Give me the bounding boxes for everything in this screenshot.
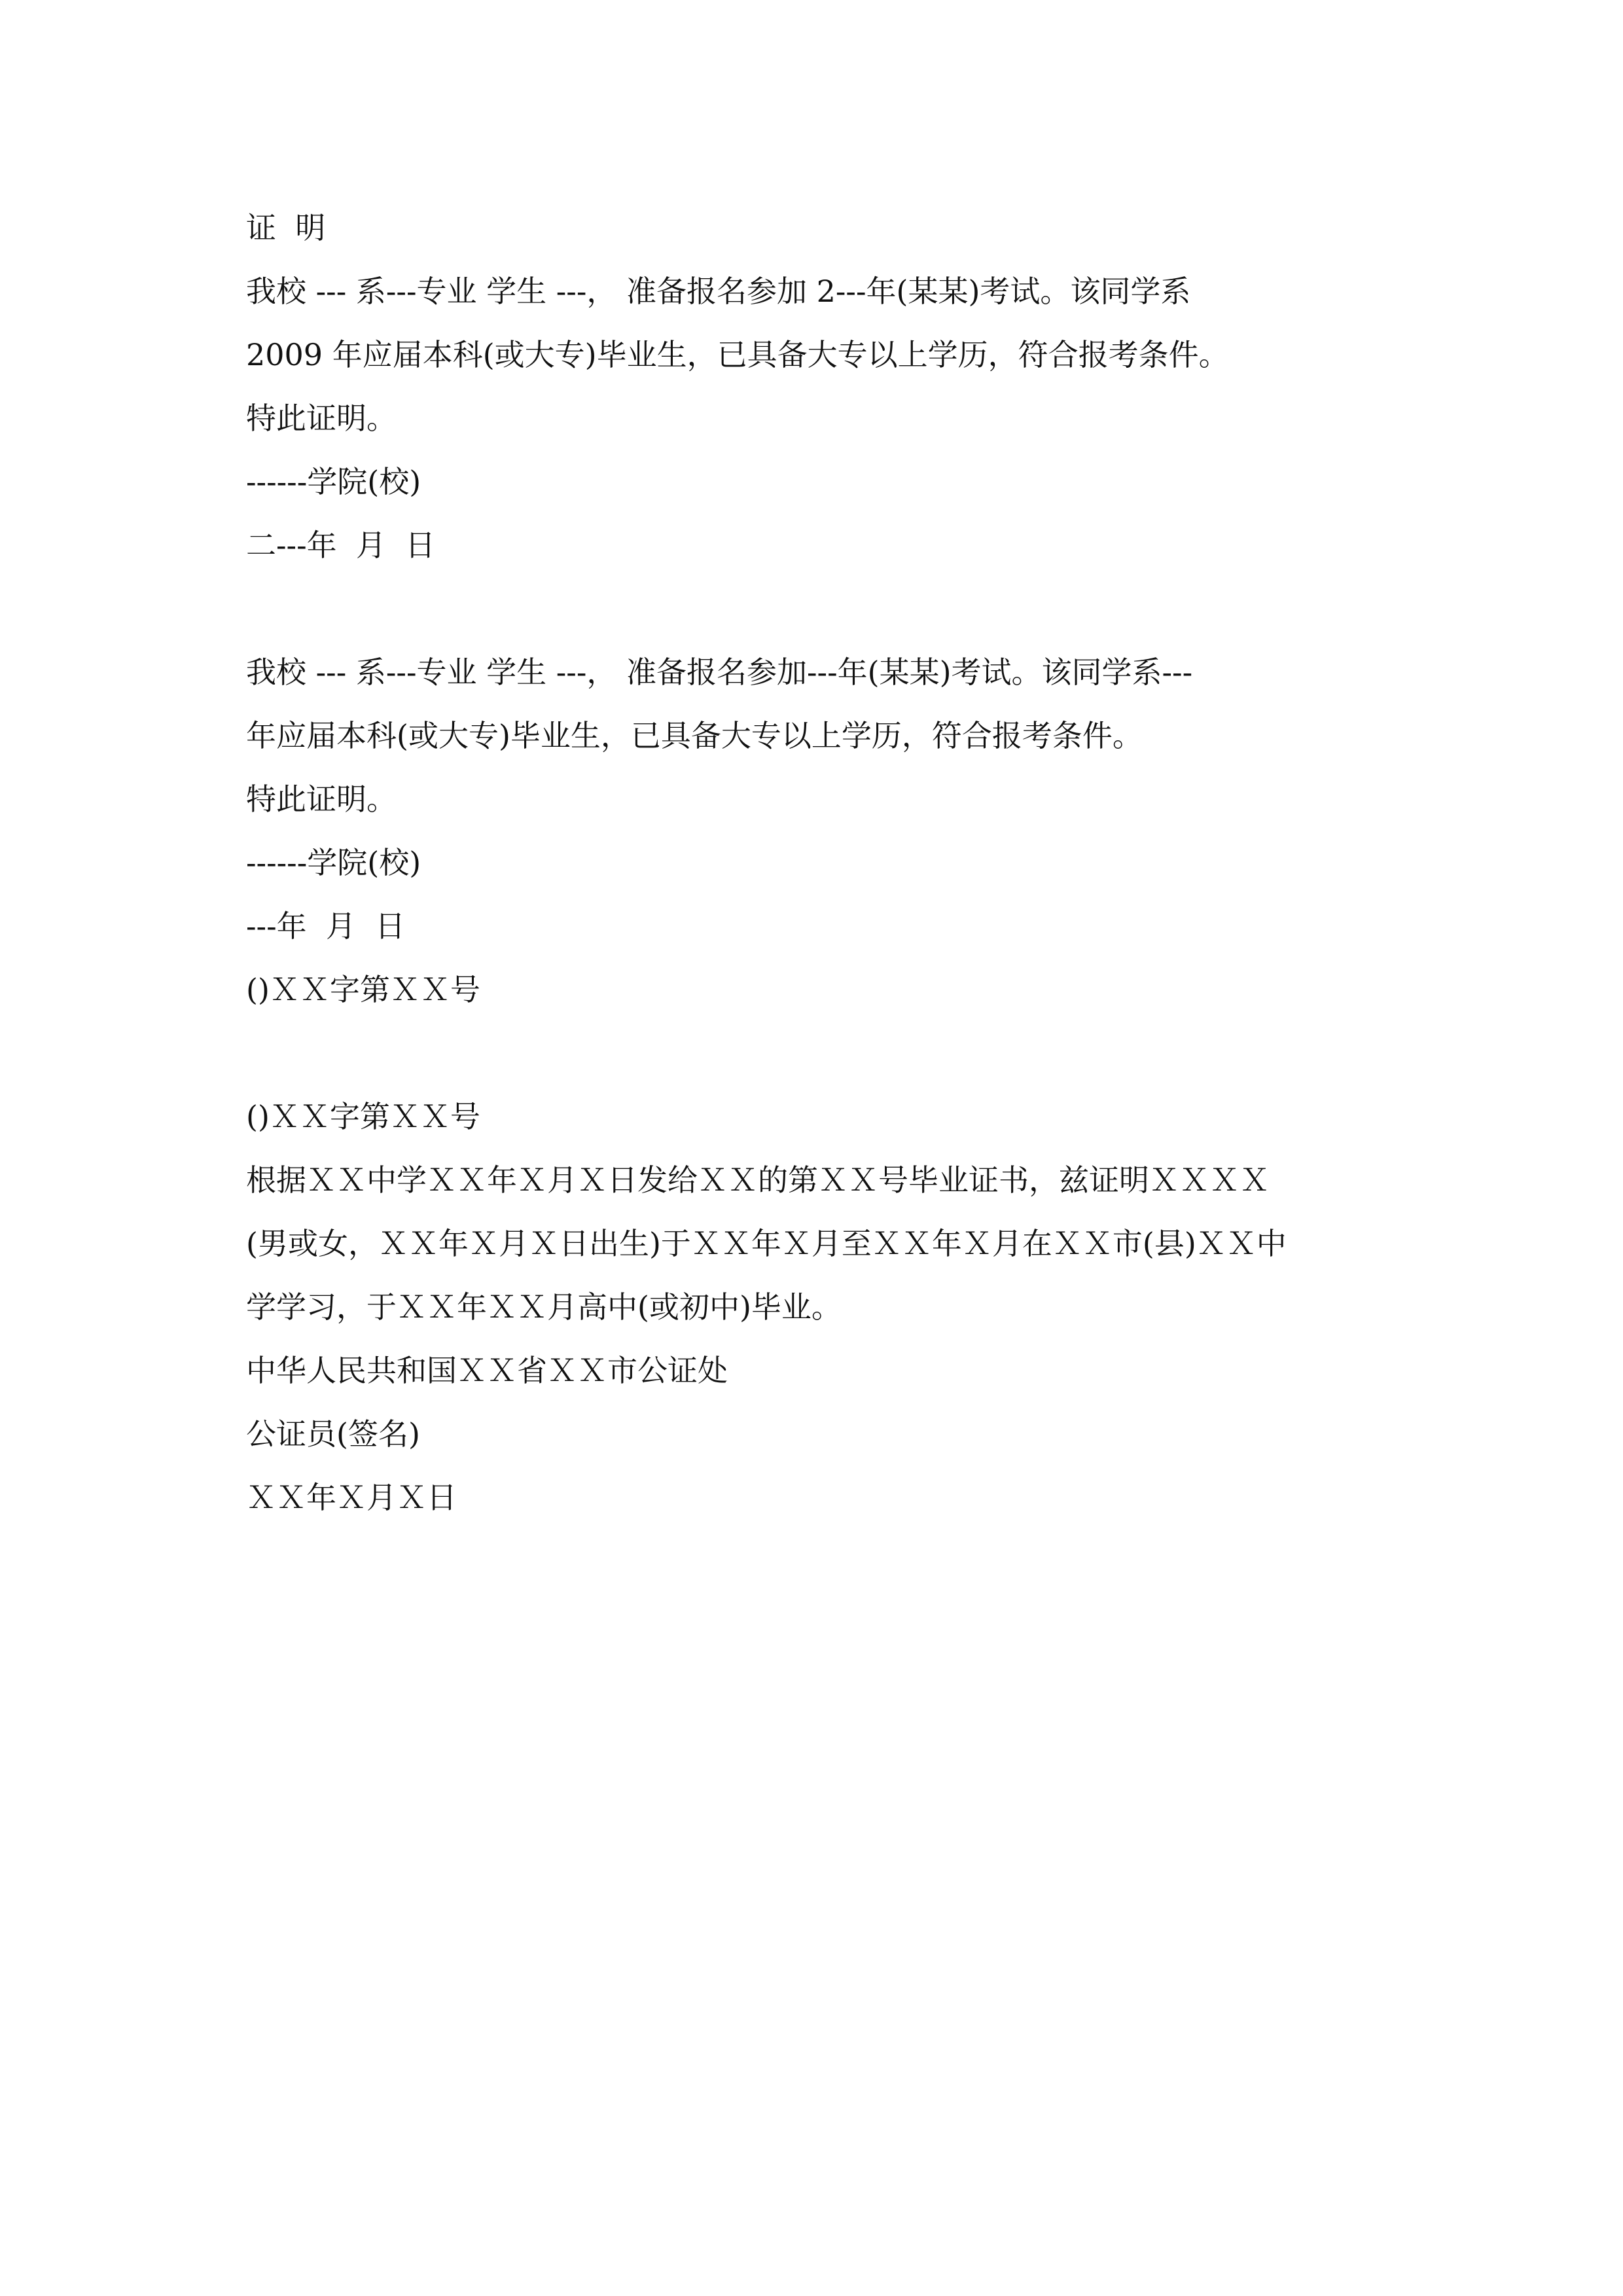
- signature-line: 公证员(签名): [246, 1416, 420, 1452]
- body-line: 我校 --- 系---专业 学生 ---， 准备报名参加 2---年(某某)考试。该同学系: [246, 274, 1191, 309]
- body-line: (男或女，ＸＸ年Ｘ月Ｘ日出生)于ＸＸ年Ｘ月至ＸＸ年Ｘ月在ＸＸ市(县)ＸＸ中: [246, 1226, 1287, 1261]
- issuer-line: 中华人民共和国ＸＸ省ＸＸ市公证处: [246, 1353, 728, 1388]
- certificate-section-1: [246, 196, 1385, 577]
- notary-section: [246, 1085, 1385, 1530]
- certificate-section-2: [246, 641, 1385, 1022]
- body-line: 学学习，于ＸＸ年ＸＸ月高中(或初中)毕业。: [246, 1289, 842, 1325]
- body-line: 年应届本科(或大专)毕业生，已具备大专以上学历，符合报考条件。: [246, 718, 1143, 753]
- reference-number-line: ()ＸＸ字第ＸＸ号: [246, 972, 480, 1007]
- title-line: 证 明: [246, 210, 326, 245]
- body-line: 根据ＸＸ中学ＸＸ年Ｘ月Ｘ日发给ＸＸ的第ＸＸ号毕业证书，兹证明ＸＸＸＸ: [246, 1162, 1270, 1198]
- section-gap: [246, 577, 1385, 641]
- closing-line: 特此证明。: [246, 781, 397, 817]
- date-line: ---年 月 日: [246, 908, 406, 944]
- body-line: 2009 年应届本科(或大专)毕业生，已具备大专以上学历，符合报考条件。: [246, 337, 1229, 372]
- section-gap: [246, 1022, 1385, 1085]
- date-line: ＸＸ年Ｘ月Ｘ日: [246, 1480, 457, 1515]
- body-line: 我校 --- 系---专业 学生 ---， 准备报名参加---年(某某)考试。该同学系---: [246, 655, 1193, 690]
- date-line: 二---年 月 日: [246, 528, 436, 563]
- document-body: [246, 196, 1385, 1530]
- closing-line: 特此证明。: [246, 401, 397, 436]
- issuer-line: ------学院(校): [246, 464, 421, 499]
- reference-number-line: ()ＸＸ字第ＸＸ号: [246, 1099, 480, 1134]
- issuer-line: ------学院(校): [246, 845, 421, 880]
